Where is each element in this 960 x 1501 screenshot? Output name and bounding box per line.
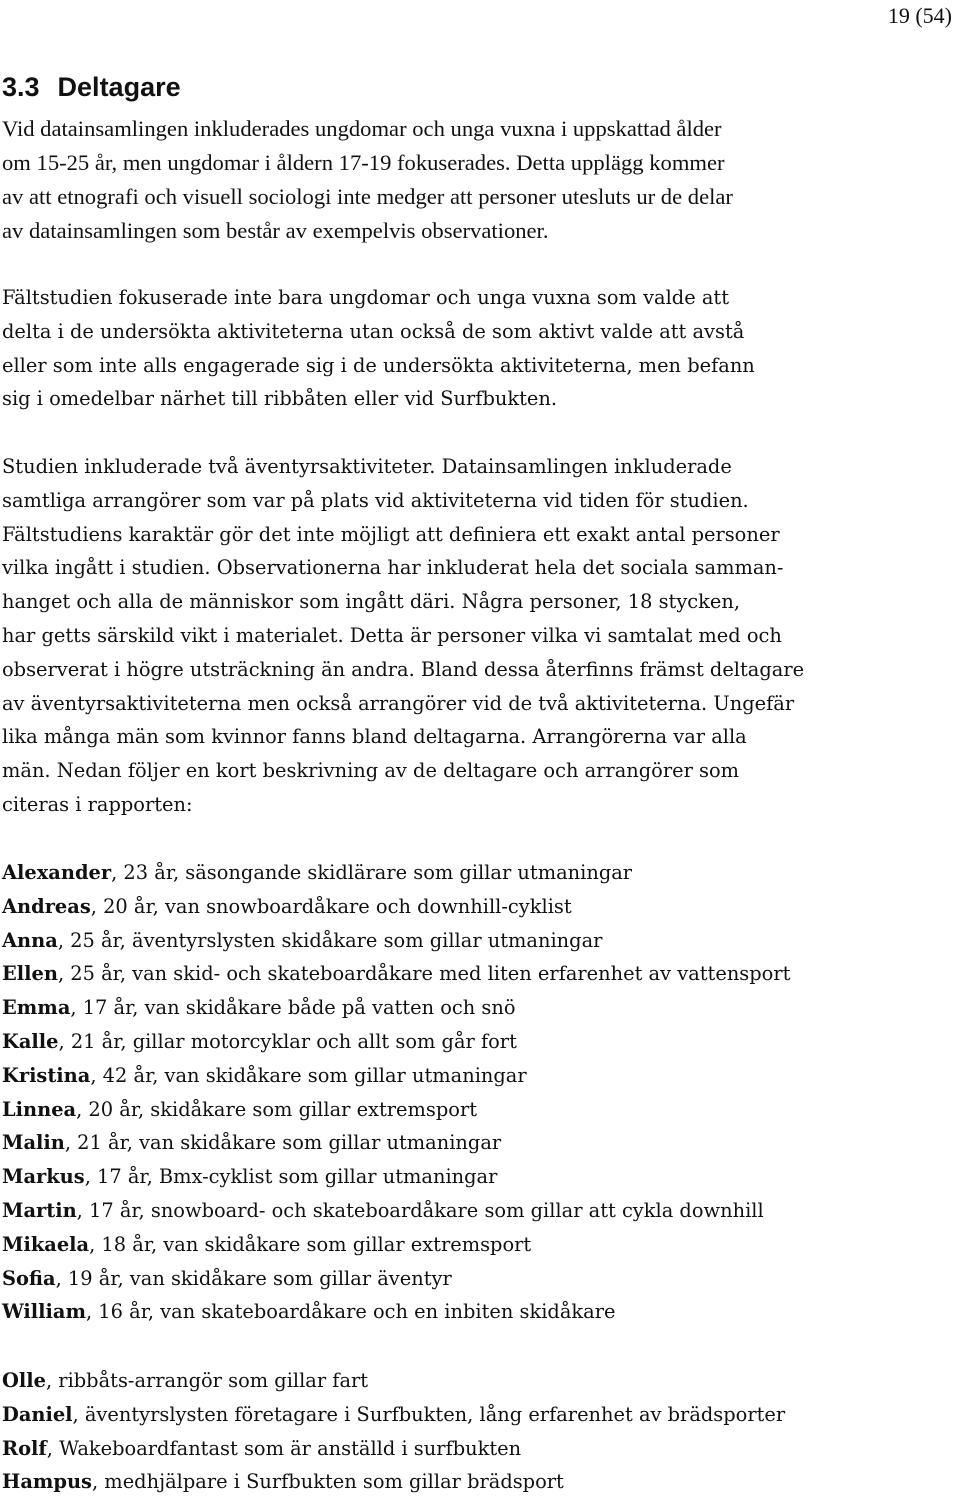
organizer-description: , äventyrslysten företagare i Surfbukten, lång erfarenhet av brädsporter	[72, 1402, 786, 1426]
paragraph-intro	[2, 112, 902, 248]
paragraph-line: Fältstudien fokuserade inte bara ungdomar och unga vuxna som valde att	[2, 286, 729, 309]
paragraph-line: hanget och alla de människor som ingått däri. Några personer, 18 stycken,	[2, 590, 741, 614]
organizer-description: , Wakeboardfantast som är anställd i surfbukten	[46, 1436, 522, 1460]
participant-item	[2, 1228, 790, 1262]
paragraph-line: vilka ingått i studien. Observationerna har inkluderat hela det sociala samman-	[2, 556, 784, 580]
participant-description: , 17 år, snowboard- och skateboardåkare som gillar att cykla downhill	[76, 1198, 764, 1222]
participant-item	[2, 856, 790, 890]
organizer-item	[2, 1432, 785, 1466]
participant-description: , 21 år, van skidåkare som gillar utmaningar	[64, 1131, 502, 1155]
participant-item	[2, 1126, 790, 1160]
section-heading	[2, 70, 181, 104]
participant-name: Alexander	[2, 861, 112, 884]
participant-item	[2, 957, 790, 991]
organizer-description: , medhjälpare i Surfbukten som gillar brädsport	[91, 1470, 564, 1494]
paragraph-line: delta i de undersökta aktiviteterna utan också de som aktivt valde att avstå	[2, 319, 745, 343]
participant-description: , 21 år, gillar motorcyklar och allt som går fort	[58, 1029, 517, 1053]
paragraph-line: samtliga arrangörer som var på plats vid aktiviteterna vid tiden för studien.	[2, 488, 749, 512]
paragraph-line: observerat i högre utsträckning än andra. Bland dessa återfinns främst deltagare	[2, 657, 805, 681]
participant-item	[2, 1262, 790, 1296]
section-title: Deltagare	[57, 72, 181, 102]
participant-list	[2, 856, 790, 1329]
participant-name: Malin	[2, 1131, 65, 1155]
paragraph-line: om 15-25 år, men ungdomar i åldern 17-19 fokuserades. Detta upplägg kommer	[2, 150, 725, 175]
participant-item	[2, 890, 790, 924]
participant-description: , 18 år, van skidåkare som gillar extremsport	[89, 1232, 532, 1256]
participant-item	[2, 1194, 790, 1228]
participant-name: Markus	[2, 1165, 85, 1189]
participant-description: , 19 år, van skidåkare som gillar äventyr	[55, 1266, 452, 1290]
page-number: 19 (54)	[887, 3, 952, 28]
paragraph-line: Fältstudiens karaktär gör det inte möjligt att definiera ett exakt antal personer	[2, 522, 780, 546]
paragraph-line: Studien inkluderade två äventyrsaktiviteter. Datainsamlingen inkluderade	[2, 455, 732, 478]
paragraph-line: sig i omedelbar närhet till ribbåten eller vid Surfbukten.	[2, 387, 558, 411]
organizer-name: Hampus	[2, 1470, 92, 1494]
paragraph-study-scope	[2, 450, 952, 822]
organizer-item	[2, 1364, 785, 1398]
paragraph-fieldstudy	[2, 281, 952, 416]
participant-item	[2, 1025, 790, 1059]
organizer-name: Olle	[2, 1369, 46, 1392]
participant-name: Linnea	[2, 1097, 77, 1121]
participant-description: , 20 år, skidåkare som gillar extremsport	[76, 1097, 478, 1121]
participant-description: , 23 år, säsongande skidlärare som gillar utmaningar	[111, 861, 633, 884]
participant-item	[2, 1295, 790, 1329]
participant-description: , 17 år, Bmx-cyklist som gillar utmaningar	[84, 1165, 498, 1189]
participant-name: Anna	[2, 928, 58, 952]
participant-description: , 16 år, van skateboardåkare och en inbiten skidåkare	[85, 1300, 616, 1324]
paragraph-line: lika många män som kvinnor fanns bland deltagarna. Arrangörerna var alla	[2, 725, 747, 749]
participant-description: , 17 år, van skidåkare både på vatten och snö	[70, 996, 516, 1020]
participant-description: , 42 år, van skidåkare som gillar utmaningar	[90, 1063, 527, 1087]
participant-name: Ellen	[2, 962, 58, 986]
paragraph-line: har getts särskild vikt i materialet. Detta är personer vilka vi samtalat med och	[2, 623, 782, 647]
organizer-description: , ribbåts-arrangör som gillar fart	[45, 1369, 369, 1392]
participant-name: Kristina	[2, 1063, 91, 1087]
participant-description: , 25 år, äventyrslysten skidåkare som gillar utmaningar	[57, 928, 603, 952]
paragraph-line: av datainsamlingen som består av exempelvis observationer.	[2, 218, 549, 243]
participant-name: Martin	[2, 1198, 77, 1222]
participant-name: Sofia	[2, 1266, 56, 1290]
participant-name: Mikaela	[2, 1232, 90, 1256]
section-number: 3.3	[2, 72, 40, 102]
organizer-item	[2, 1465, 785, 1499]
participant-item	[2, 1059, 790, 1093]
participant-item	[2, 1093, 790, 1127]
participant-item	[2, 991, 790, 1025]
participant-description: , 20 år, van snowboardåkare och downhill-cyklist	[90, 894, 572, 918]
paragraph-line: män. Nedan följer en kort beskrivning av de deltagare och arrangörer som	[2, 759, 740, 783]
participant-name: Andreas	[2, 894, 91, 918]
participant-name: William	[2, 1300, 86, 1324]
organizer-name: Daniel	[2, 1402, 73, 1426]
organizer-item	[2, 1398, 785, 1432]
paragraph-line: Vid datainsamlingen inkluderades ungdomar och unga vuxna i uppskattad ålder	[2, 116, 722, 141]
paragraph-line: av äventyrsaktiviteterna men också arrangörer vid de två aktiviteterna. Ungefär	[2, 691, 795, 715]
organizer-list	[2, 1364, 785, 1499]
participant-item	[2, 924, 790, 958]
paragraph-line: av att etnografi och visuell sociologi inte medger att personer utesluts ur de delar	[2, 184, 733, 209]
paragraph-line: citeras i rapporten:	[2, 792, 193, 816]
participant-name: Kalle	[2, 1029, 59, 1053]
participant-description: , 25 år, van skid- och skateboardåkare med liten erfarenhet av vattensport	[57, 962, 791, 986]
paragraph-line: eller som inte alls engagerade sig i de undersökta aktiviteterna, men befann	[2, 353, 755, 377]
participant-name: Emma	[2, 996, 71, 1020]
participant-item	[2, 1160, 790, 1194]
organizer-name: Rolf	[2, 1436, 47, 1460]
